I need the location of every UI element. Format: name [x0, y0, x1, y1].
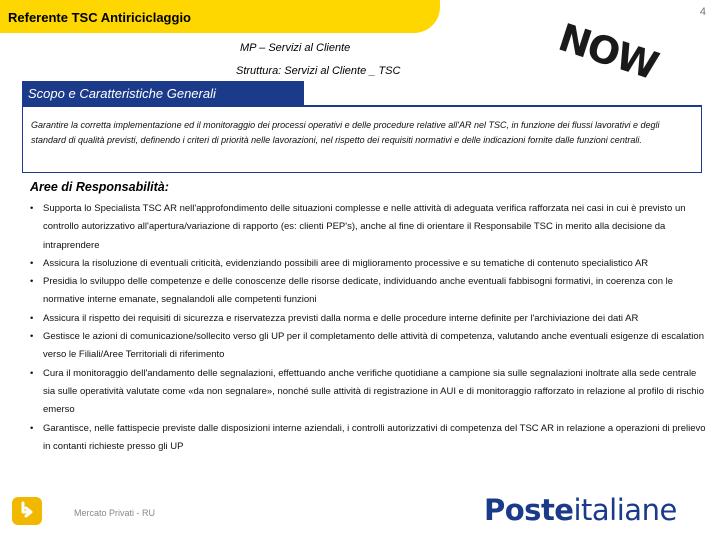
list-item-text: Assicura il rispetto dei requisiti di sicurezza e riservatezza previsti dalla norma e delle procedure interne definite per l'archiviazione dei dati AR	[43, 312, 639, 324]
list-item-text: Presidia lo sviluppo delle competenze e delle conoscenze delle risorse dedicate, individuando anche eventuali fabbisogni formativi, in coerenza con le normative interne emanate, segnalandoli alle competenti funzioni	[43, 276, 674, 306]
scope-text: Garantire la corretta implementazione ed il monitoraggio dei processi operativi e delle procedure relative all'AR nel TSC, in funzione dei flussi lavorativi e degli standard di qualità previsti, definendo i criteri di priorità nelle lavorazioni, nel rispetto dei requisiti normativi e delle indicazioni fornite dalle funzioni centrali.	[31, 120, 660, 145]
posteitaliane-logo	[484, 493, 677, 527]
list-item	[30, 200, 706, 255]
page-title: Referente TSC Antiriciclaggio	[8, 10, 191, 25]
brand-logo-bold: Poste	[484, 493, 574, 527]
list-item-text: Garantisce, nelle fattispecie previste dalle disposizioni interne aziendali, i controlli autorizzativi di competenza del TSC AR in relazione a operazioni di prelievo in contanti richieste presso gli UP	[43, 422, 706, 452]
brand-logo-regular: italiane	[573, 493, 677, 527]
scope-heading: Scopo e Caratteristiche Generali	[22, 81, 304, 106]
list-item	[30, 273, 706, 310]
download-arrow-icon[interactable]	[12, 497, 42, 525]
scope-box	[22, 107, 702, 173]
bullet: •	[30, 422, 34, 434]
list-item-text: Gestisce le azioni di comunicazione/sollecito verso gli UP per il completamento delle attività di competenza, valutando anche eventuali esigenze di escalation verso le Filiali/Aree Territoriali di riferimento	[43, 331, 704, 361]
responsibilities-title: Aree di Responsabilità:	[30, 180, 169, 194]
bullet: •	[30, 367, 34, 379]
list-item-text: Supporta lo Specialista TSC AR nell'approfondimento delle situazioni complesse e nelle attività di adeguata verifica rafforzata nei casi in cui è previsto un controllo autorizzativo all'apertura/variazione di rapporto (es: clienti PEP's), anche al fine di orientare il Responsabile TSC in merito alla decisione da intraprendere	[43, 203, 686, 251]
subtitle-unit: MP – Servizi al Cliente	[240, 42, 351, 54]
page-number: 4	[699, 6, 706, 18]
bullet: •	[30, 257, 34, 269]
list-item	[30, 310, 706, 328]
bullet: •	[30, 312, 34, 324]
bullet: •	[30, 203, 34, 214]
subtitle-structure: Struttura: Servizi al Cliente _ TSC	[236, 65, 401, 77]
list-item	[30, 328, 706, 365]
list-item	[30, 365, 706, 420]
bullet: •	[30, 276, 34, 288]
list-item	[30, 420, 706, 457]
list-item-text: Cura il monitoraggio dell'andamento delle segnalazioni, effettuando anche verifiche quotidiane a campione sia sulle segnalazioni inoltrate alla sede centrale sia sulle operatività valutate come «da non segnalare», nonché sulle attività di registrazione in AUI e di monitoraggio rafforzato in relazione al profilo di rischio emerso	[43, 367, 704, 416]
list-item	[30, 255, 706, 273]
list-item-text: Assicura la risoluzione di eventuali criticità, evidenziando possibili aree di miglioramento processive e su tematiche di contenuto specialistico AR	[43, 257, 649, 269]
responsibilities-list	[30, 200, 706, 456]
footer-department: Mercato Privati - RU	[74, 508, 156, 518]
now-logo: NOW	[553, 15, 663, 88]
bullet: •	[30, 331, 34, 343]
